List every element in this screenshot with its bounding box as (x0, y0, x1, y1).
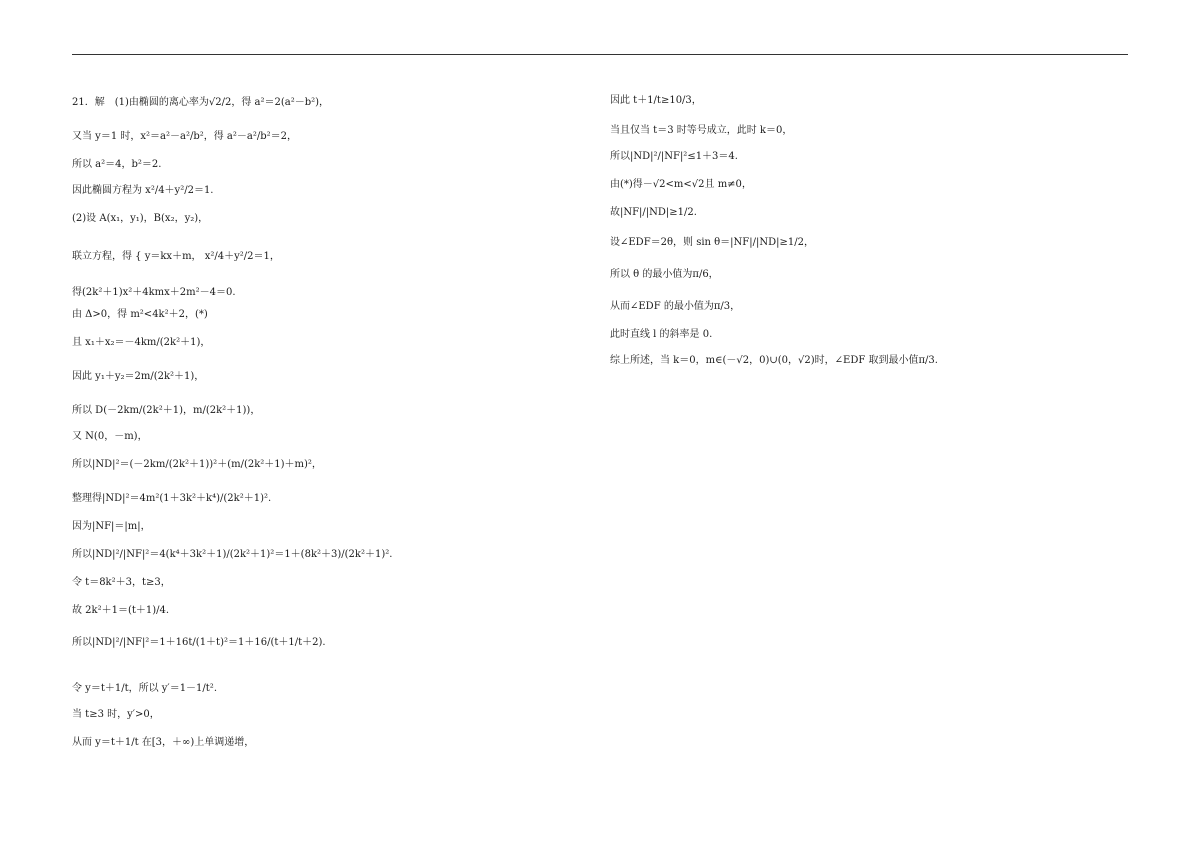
solution-line: 所以 a²＝4，b²＝2. (72, 159, 162, 170)
solution-line: 令 t＝8k²＋3，t≥3， (72, 577, 171, 588)
header-rule (72, 54, 1128, 55)
solution-line: 综上所述，当 k＝0，m∈(－√2，0)∪(0，√2)时，∠EDF 取到最小值π/3. (610, 355, 938, 366)
solution-line: 所以|ND|²/|NF|²≤1＋3＝4. (610, 151, 738, 162)
solution-line: 所以|ND|²/|NF|²＝1＋16t/(1＋t)²＝1＋16/(t＋1/t＋2). (72, 637, 326, 648)
solution-line: 故 2k²＋1＝(t＋1)/4. (72, 605, 170, 616)
solution-line: 此时直线 l 的斜率是 0. (610, 329, 713, 340)
solution-line: 所以 D(－2km/(2k²＋1)，m/(2k²＋1))， (72, 405, 261, 416)
solution-line: 令 y＝t＋1/t，所以 y′＝1－1/t². (72, 683, 217, 694)
solution-line: 设∠EDF＝2θ，则 sin θ＝|NF|/|ND|≥1/2， (610, 237, 814, 248)
solution-line: 因此 y₁＋y₂＝2m/(2k²＋1)， (72, 371, 205, 382)
solution-line: 整理得|ND|²＝4m²(1＋3k²＋k⁴)/(2k²＋1)². (72, 493, 272, 504)
solution-line: 由 Δ>0，得 m²<4k²＋2，(*) (72, 309, 208, 320)
solution-line: 从而 y＝t＋1/t 在[3，＋∞)上单调递增， (72, 737, 255, 748)
solution-line: 所以|ND|²＝(－2km/(2k²＋1))²＋(m/(2k²＋1)＋m)²， (72, 459, 322, 470)
solution-line: 从而∠EDF 的最小值为π/3， (610, 301, 741, 312)
solution-line: 故|NF|/|ND|≥1/2. (610, 207, 697, 218)
solution-line: 且 x₁＋x₂＝－4km/(2k²＋1)， (72, 337, 211, 348)
solution-line: 所以 θ 的最小值为π/6， (610, 269, 719, 280)
solution-line: 又当 y＝1 时，x²＝a²－a²/b²，得 a²－a²/b²＝2， (72, 131, 297, 142)
solution-line: 因此 t＋1/t≥10/3， (610, 95, 702, 106)
solution-line: 由(*)得－√2<m<√2且 m≠0， (610, 179, 752, 190)
solution-line: 所以|ND|²/|NF|²＝4(k⁴＋3k²＋1)/(2k²＋1)²＝1＋(8k²＋3)/(2k²＋1)². (72, 549, 393, 560)
solution-line: 得(2k²＋1)x²＋4kmx＋2m²－4＝0. (72, 287, 236, 298)
solution-line: 因为|NF|＝|m|， (72, 521, 151, 532)
solution-line: 因此椭圆方程为 x²/4＋y²/2＝1. (72, 185, 214, 196)
solution-line: 又 N(0，－m)， (72, 431, 148, 442)
solution-line: 当且仅当 t＝3 时等号成立，此时 k＝0， (610, 125, 793, 136)
solution-line: 联立方程，得 { y＝kx＋m， x²/4＋y²/2＝1， (72, 251, 280, 262)
solution-line: (2)设 A(x₁，y₁)，B(x₂，y₂)， (72, 213, 209, 224)
solution-line: 21．解 (1)由椭圆的离心率为√2/2，得 a²＝2(a²－b²)， (72, 97, 330, 108)
solution-line: 当 t≥3 时，y′>0， (72, 709, 160, 720)
